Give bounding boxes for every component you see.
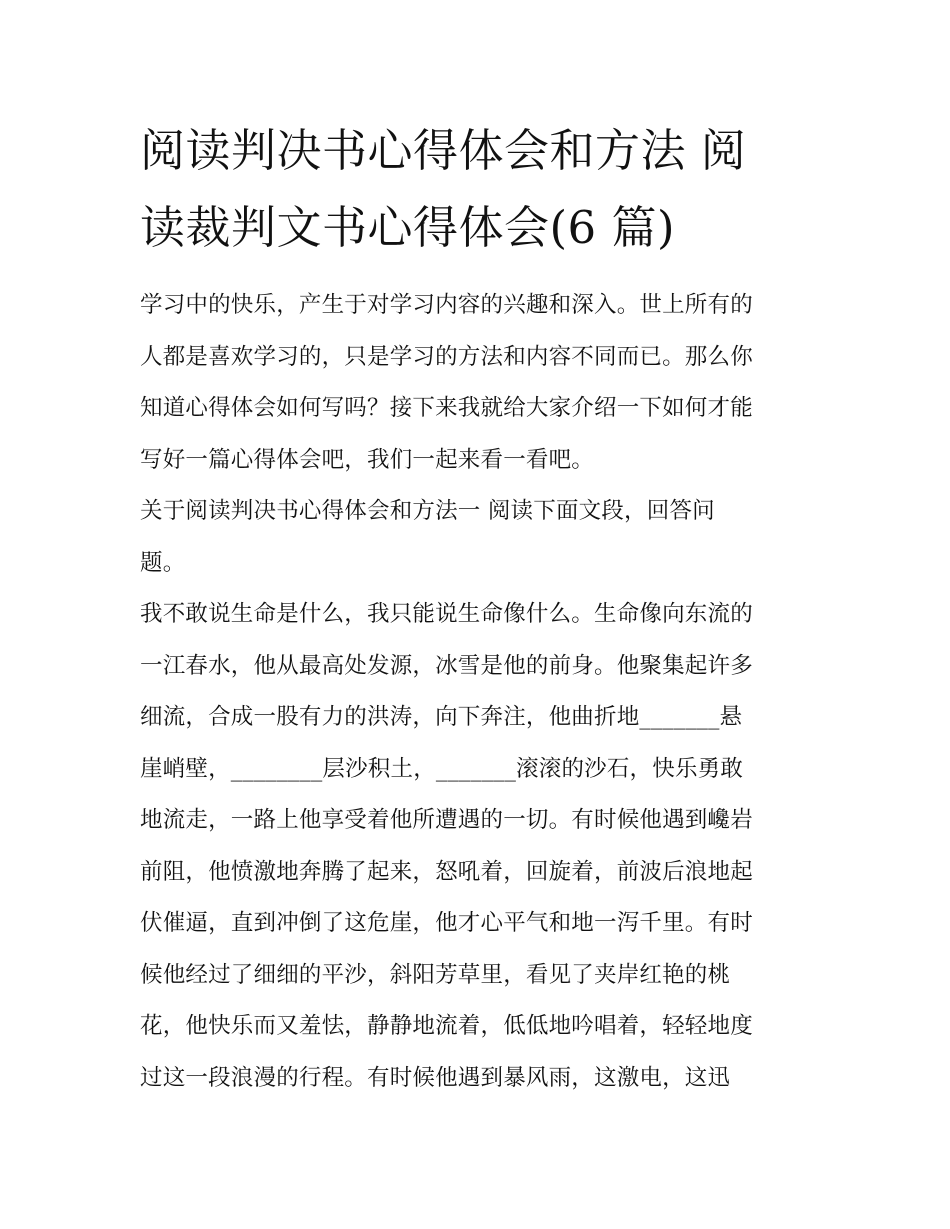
text-line: 知道心得体会如何写吗？接下来我就给大家介绍一下如何才能: [140, 395, 753, 421]
text-line: 人都是喜欢学习的，只是学习的方法和内容不同而已。那么你: [140, 343, 753, 370]
text-line: 我不敢说生命是什么，我只能说生命像什么。生命像向东流的: [140, 601, 753, 627]
text-line: 伏催逼，直到冲倒了这危崖，他才心平气和地一泻千里。有时: [140, 910, 753, 936]
title-line-2: 读裁判文书心得体会(6 篇): [140, 201, 676, 254]
text-line: 过这一段浪漫的行程。有时候他遇到暴风雨，这激电，这迅: [140, 1064, 731, 1091]
text-line: 候他经过了细细的平沙，斜阳芳草里，看见了夹岸红艳的桃: [140, 961, 731, 988]
text-line: 学习中的快乐，产生于对学习内容的兴趣和深入。世上所有的: [140, 292, 753, 318]
text-line: 写好一篇心得体会吧，我们一起来看一看吧。: [140, 446, 595, 473]
title-line-1: 阅读判决书心得体会和方法 阅: [140, 124, 747, 177]
text-line: 题。: [140, 549, 186, 576]
text-line: 花，他快乐而又羞怯，静静地流着，低低地吟唱着，轻轻地度: [140, 1013, 753, 1039]
text-line: 细流，合成一股有力的洪涛，向下奔注，他曲折地_______悬: [140, 704, 743, 730]
intro-paragraph: [140, 280, 818, 486]
document-body: [140, 280, 818, 1104]
text-line: 崖峭壁，________层沙积土，_______滚滚的沙石，快乐勇敢: [140, 755, 744, 782]
section-heading-paragraph: [140, 486, 818, 589]
text-line: 地流走，一路上他享受着他所遭遇的一切。有时候他遇到巉岩: [140, 807, 753, 833]
text-line: 一江春水，他从最高处发源，冰雪是他的前身。他聚集起许多: [140, 652, 753, 679]
document-page: [140, 112, 818, 1104]
text-line: 关于阅读判决书心得体会和方法一 阅读下面文段，回答问: [140, 498, 715, 524]
document-title: [140, 112, 818, 266]
reading-passage-paragraph: [140, 589, 818, 1104]
text-line: 前阻，他愤激地奔腾了起来，怒吼着，回旋着，前波后浪地起: [140, 858, 753, 885]
